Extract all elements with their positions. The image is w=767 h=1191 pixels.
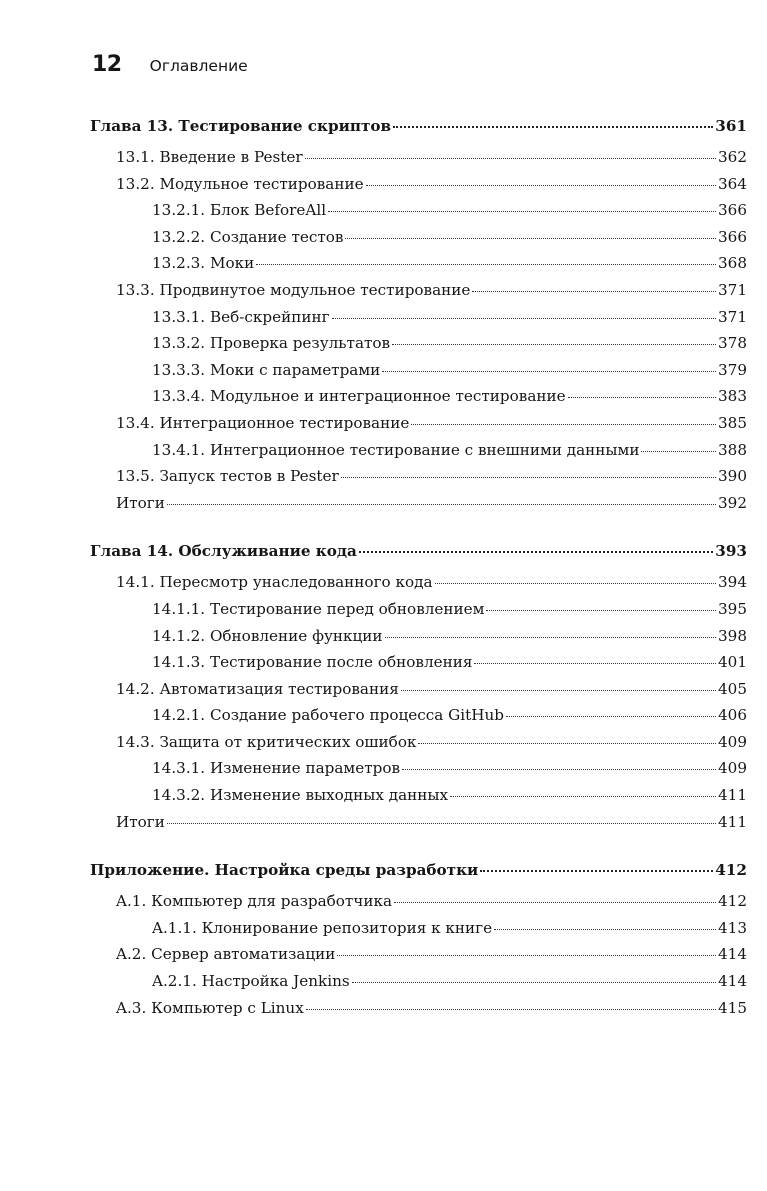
toc-subsection-row: [90, 334, 747, 361]
toc-page-number: 409: [718, 759, 747, 778]
toc-page-number: 414: [718, 945, 747, 964]
toc-entry-title: Итоги: [116, 812, 165, 831]
toc-entry-title: Итоги: [116, 493, 165, 512]
dot-leader: [345, 238, 716, 239]
toc-page-number: 371: [718, 280, 747, 299]
toc-section-row: [90, 573, 747, 600]
toc-entry-title: A.3. Компьютер с Linux: [116, 998, 304, 1017]
dot-leader: [435, 583, 716, 584]
toc-page-number: 368: [718, 254, 747, 273]
toc-subsection-row: [90, 387, 747, 414]
toc-page-number: 361: [715, 117, 747, 135]
toc-page-number: 394: [718, 573, 747, 592]
dot-leader: [341, 477, 716, 478]
dot-leader: [306, 1009, 716, 1010]
toc-page-number: 371: [718, 307, 747, 326]
toc-chapter-heading: [90, 861, 747, 892]
toc-entry-title: 13.4. Интеграционное тестирование: [116, 413, 410, 432]
toc-page-number: 366: [718, 227, 747, 246]
page-header: [92, 52, 248, 77]
toc-section-row: [90, 680, 747, 707]
toc-page-number: 379: [718, 360, 747, 379]
toc-chapter: [90, 117, 747, 520]
toc-subsection-row: [90, 786, 747, 813]
toc-entry-title: 13.3.3. Моки с параметрами: [152, 360, 381, 379]
toc-page-number: 393: [715, 542, 747, 561]
toc-chapter-title: Глава 13. Тестирование скриптов: [90, 117, 392, 135]
dot-leader: [167, 504, 716, 505]
toc-entry-title: 13.2.3. Моки: [152, 254, 255, 273]
toc-entry-title: 14.2. Автоматизация тестирования: [116, 679, 399, 698]
toc-page-number: 406: [718, 706, 747, 725]
toc-subsection-row: [90, 201, 747, 228]
toc-page-number: 412: [715, 861, 747, 880]
toc-chapter-heading: [90, 542, 747, 573]
dot-leader: [392, 344, 716, 345]
toc-subsection-row: [90, 972, 747, 999]
toc-entry-title: 13.1. Введение в Pester: [116, 148, 303, 166]
toc-page-number: 401: [718, 653, 747, 672]
dot-leader: [641, 451, 716, 452]
toc-entry-title: 13.3.1. Веб-скрейпинг: [152, 307, 330, 326]
dot-leader: [352, 982, 716, 983]
toc-subsection-row: [90, 254, 747, 281]
toc-entry-title: 13.3.2. Проверка результатов: [152, 334, 391, 353]
page-title: Оглавление: [149, 57, 248, 75]
dot-leader: [568, 397, 716, 398]
dot-leader: [167, 823, 716, 824]
toc-page-number: 395: [718, 599, 747, 618]
toc-subsection-row: [90, 441, 747, 468]
dot-leader: [359, 551, 713, 553]
toc-chapter: [90, 542, 747, 839]
toc-chapter-title: Глава 14. Обслуживание кода: [90, 542, 357, 561]
toc-entry-title: 13.2. Модульное тестирование: [116, 174, 364, 193]
dot-leader: [480, 870, 713, 872]
dot-leader: [382, 371, 716, 372]
toc-subsection-row: [90, 653, 747, 680]
toc-page-number: 412: [718, 892, 747, 911]
toc-page-number: 383: [718, 387, 747, 406]
dot-leader: [402, 769, 716, 770]
dot-leader: [256, 264, 716, 265]
toc-entry-title: 13.5. Запуск тестов в Pester: [116, 467, 339, 486]
dot-leader: [332, 318, 716, 319]
toc-subsection-row: [90, 627, 747, 654]
toc-subsection-row: [90, 228, 747, 255]
toc-entry-title: 14.1.1. Тестирование перед обновлением: [152, 599, 485, 618]
toc-entry-title: 13.2.1. Блок BeforeAll: [152, 201, 327, 220]
toc-subsection-row: [90, 759, 747, 786]
dot-leader: [418, 743, 716, 744]
toc-entry-title: 13.3. Продвинутое модульное тестирование: [116, 280, 471, 299]
toc-page-number: 409: [718, 732, 747, 751]
toc-entry-title: 14.3.2. Изменение выходных данных: [152, 786, 449, 805]
dot-leader: [401, 690, 716, 691]
toc-entry-title: 14.1. Пересмотр унаследованного кода: [116, 573, 433, 592]
toc-section-row: [90, 175, 747, 202]
toc-section-row: [90, 733, 747, 760]
toc-chapter-title: Приложение. Настройка среды разработки: [90, 861, 479, 880]
toc-page-number: 415: [718, 998, 747, 1017]
toc-entry-title: A.2.1. Настройка Jenkins: [152, 972, 350, 991]
toc-page-number: 378: [718, 334, 747, 353]
toc-subsection-row: [90, 361, 747, 388]
toc-subsection-row: [90, 919, 747, 946]
toc-page-number: 411: [718, 812, 747, 831]
dot-leader: [394, 902, 716, 903]
toc-entry-title: A.1. Компьютер для разработчика: [116, 892, 393, 911]
toc-page-number: 414: [718, 972, 747, 991]
toc-section-row: [90, 467, 747, 494]
dot-leader: [305, 158, 716, 159]
toc-page-number: 388: [718, 440, 747, 459]
toc-page-number: 392: [718, 493, 747, 512]
toc-page-number: 411: [718, 786, 747, 805]
toc-page-number: 390: [718, 467, 747, 486]
toc-entry-title: 14.3.1. Изменение параметров: [152, 759, 401, 778]
toc-page-number: 362: [718, 148, 747, 166]
toc-section-row: [90, 892, 747, 919]
toc-page-number: 385: [718, 413, 747, 432]
toc-entry-title: A.1.1. Клонирование репозитория к книге: [152, 918, 493, 937]
toc-page-number: 398: [718, 626, 747, 645]
toc-page-number: 364: [718, 174, 747, 193]
dot-leader: [494, 929, 716, 930]
table-of-contents: [90, 117, 747, 1047]
toc-chapter: [90, 861, 747, 1025]
toc-section-row: [90, 999, 747, 1026]
toc-entry-title: 14.1.2. Обновление функции: [152, 626, 383, 645]
dot-leader: [385, 637, 716, 638]
toc-entry-title: 14.2.1. Создание рабочего процесса GitHub: [152, 706, 504, 725]
toc-chapter-heading: [90, 117, 747, 148]
toc-page-number: 366: [718, 201, 747, 220]
dot-leader: [337, 955, 716, 956]
toc-section-row: [90, 281, 747, 308]
dot-leader: [393, 126, 713, 128]
toc-section-row: [90, 813, 747, 840]
toc-section-row: [90, 945, 747, 972]
toc-entry-title: 13.2.2. Создание тестов: [152, 227, 344, 246]
toc-entry-title: 14.1.3. Тестирование после обновления: [152, 653, 473, 672]
toc-subsection-row: [90, 706, 747, 733]
toc-entry-title: 14.3. Защита от критических ошибок: [116, 732, 417, 751]
toc-entry-title: 13.4.1. Интеграционное тестирование с внешними данными: [152, 440, 640, 459]
toc-page-number: 405: [718, 679, 747, 698]
dot-leader: [472, 291, 716, 292]
dot-leader: [474, 663, 716, 664]
page-number: 12: [92, 52, 122, 77]
dot-leader: [450, 796, 716, 797]
toc-entry-title: 13.3.4. Модульное и интеграционное тестирование: [152, 387, 566, 406]
dot-leader: [366, 185, 716, 186]
dot-leader: [486, 610, 716, 611]
dot-leader: [506, 716, 716, 717]
toc-section-row: [90, 148, 747, 175]
toc-subsection-row: [90, 600, 747, 627]
toc-page-number: 413: [718, 918, 747, 937]
toc-section-row: [90, 494, 747, 521]
dot-leader: [411, 424, 716, 425]
dot-leader: [328, 211, 716, 212]
toc-entry-title: A.2. Сервер автоматизации: [116, 945, 336, 964]
toc-subsection-row: [90, 308, 747, 335]
toc-section-row: [90, 414, 747, 441]
